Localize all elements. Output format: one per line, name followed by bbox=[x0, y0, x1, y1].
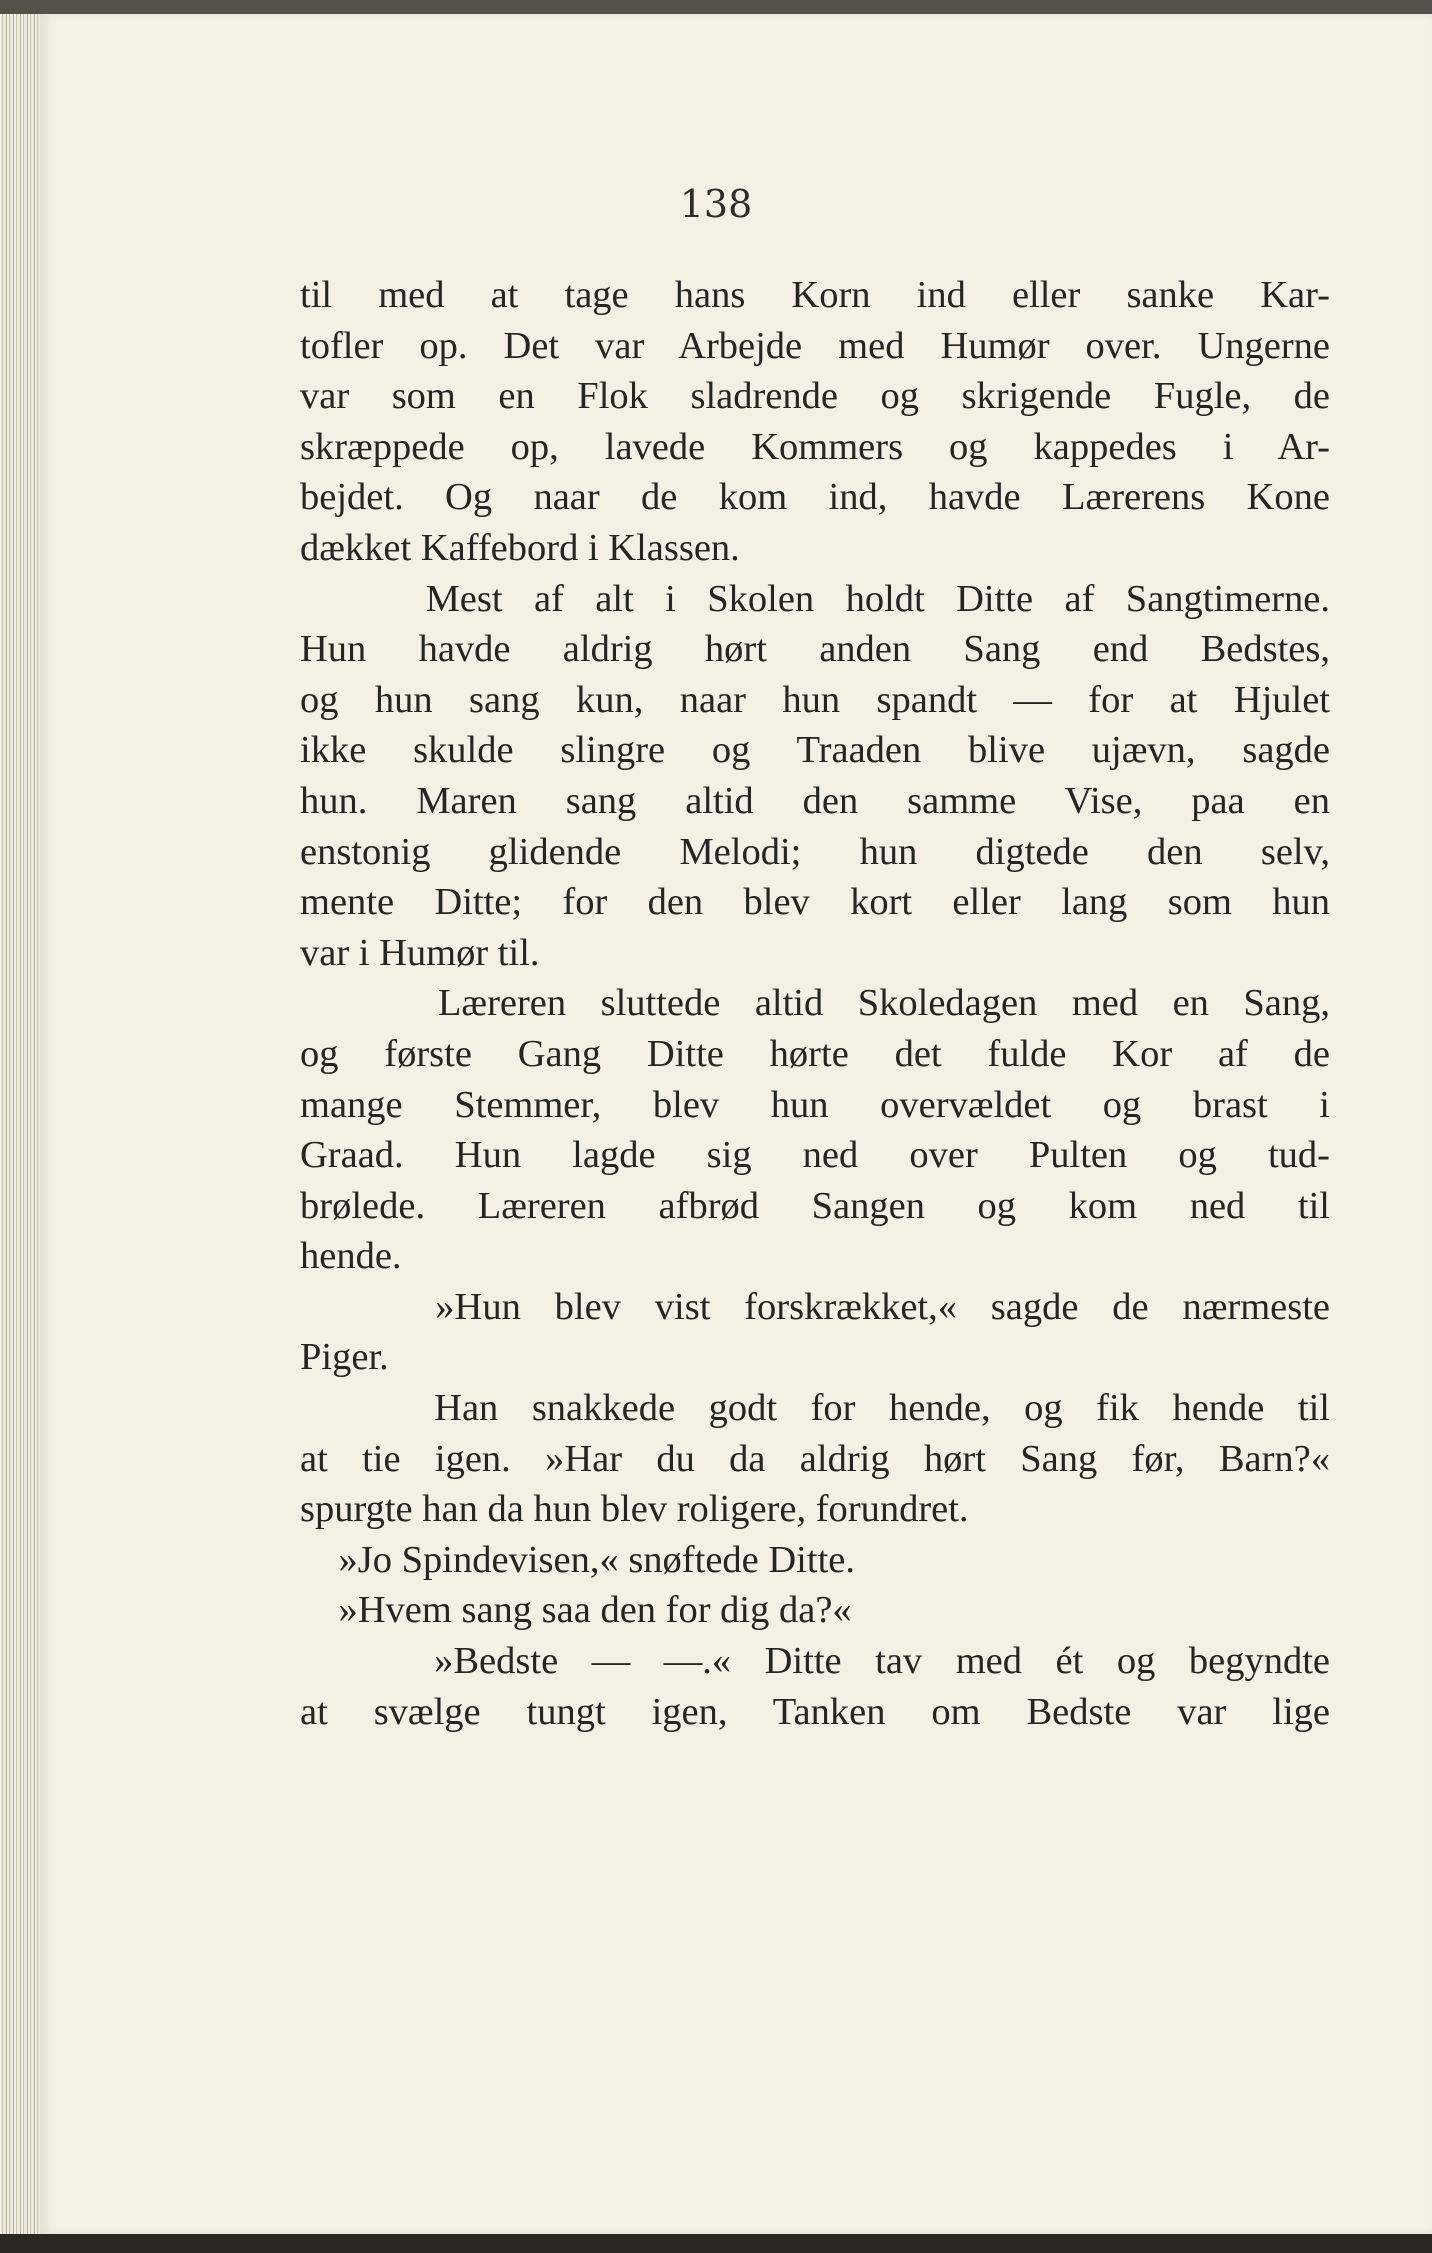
text-line: mente Ditte; for den blev kort eller lang som hun bbox=[300, 881, 1330, 924]
text-line: at svælge tungt igen, Tanken om Bedste var lige bbox=[300, 1690, 1330, 1733]
text-line: til med at tage hans Korn ind eller sanke Kar- bbox=[300, 274, 1330, 316]
text-line: Mest af alt i Skolen holdt Ditte af Sangtimerne. bbox=[300, 577, 1330, 620]
text-line: Hun havde aldrig hørt anden Sang end Bedstes, bbox=[300, 628, 1330, 671]
text-line: var i Humør til. bbox=[300, 931, 540, 974]
text-line: tofler op. Det var Arbejde med Humør over. Ungerne bbox=[300, 324, 1330, 367]
text-line: mange Stemmer, blev hun overvældet og brast i bbox=[300, 1083, 1330, 1126]
text-line: ikke skulde slingre og Traaden blive ujævn, sagde bbox=[300, 729, 1330, 772]
book-page-edges bbox=[0, 14, 40, 2234]
text-line: »Hvem sang saa den for dig da?« bbox=[300, 1589, 852, 1632]
text-line: skræppede op, lavede Kommers og kappedes i Ar- bbox=[300, 425, 1330, 468]
text-line: »Bedste — —.« Ditte tav med ét og begyndte bbox=[300, 1640, 1330, 1683]
text-line: »Jo Spindevisen,« snøftede Ditte. bbox=[300, 1538, 855, 1581]
scan-top-edge bbox=[0, 0, 1432, 14]
body-text bbox=[300, 270, 1330, 1737]
text-line: at tie igen. »Har du da aldrig hørt Sang før, Barn?« bbox=[300, 1437, 1330, 1480]
text-line: Piger. bbox=[300, 1336, 389, 1379]
text-line: spurgte han da hun blev roligere, forundret. bbox=[300, 1488, 969, 1531]
text-line: Graad. Hun lagde sig ned over Pulten og tud- bbox=[300, 1134, 1330, 1177]
text-line: hun. Maren sang altid den samme Vise, paa en bbox=[300, 779, 1330, 822]
text-line: »Hun blev vist forskrækket,« sagde de nærmeste bbox=[300, 1285, 1330, 1328]
text-line: og hun sang kun, naar hun spandt — for at Hjulet bbox=[300, 678, 1330, 721]
text-line: Han snakkede godt for hende, og fik hende til bbox=[300, 1387, 1330, 1430]
text-line: var som en Flok sladrende og skrigende Fugle, de bbox=[300, 375, 1330, 418]
text-line: Læreren sluttede altid Skoledagen med en Sang, bbox=[300, 982, 1330, 1025]
page-number: 138 bbox=[679, 182, 753, 226]
scan-bottom-edge bbox=[0, 2234, 1432, 2253]
text-line: og første Gang Ditte hørte det fulde Kor af de bbox=[300, 1032, 1330, 1075]
text-line: enstonig glidende Melodi; hun digtede den selv, bbox=[300, 830, 1330, 873]
text-line: brølede. Læreren afbrød Sangen og kom ned til bbox=[300, 1184, 1330, 1227]
text-line: dækket Kaffebord i Klassen. bbox=[300, 526, 740, 569]
text-line: bejdet. Og naar de kom ind, havde Lærerens Kone bbox=[300, 476, 1330, 519]
text-line: hende. bbox=[300, 1235, 402, 1278]
